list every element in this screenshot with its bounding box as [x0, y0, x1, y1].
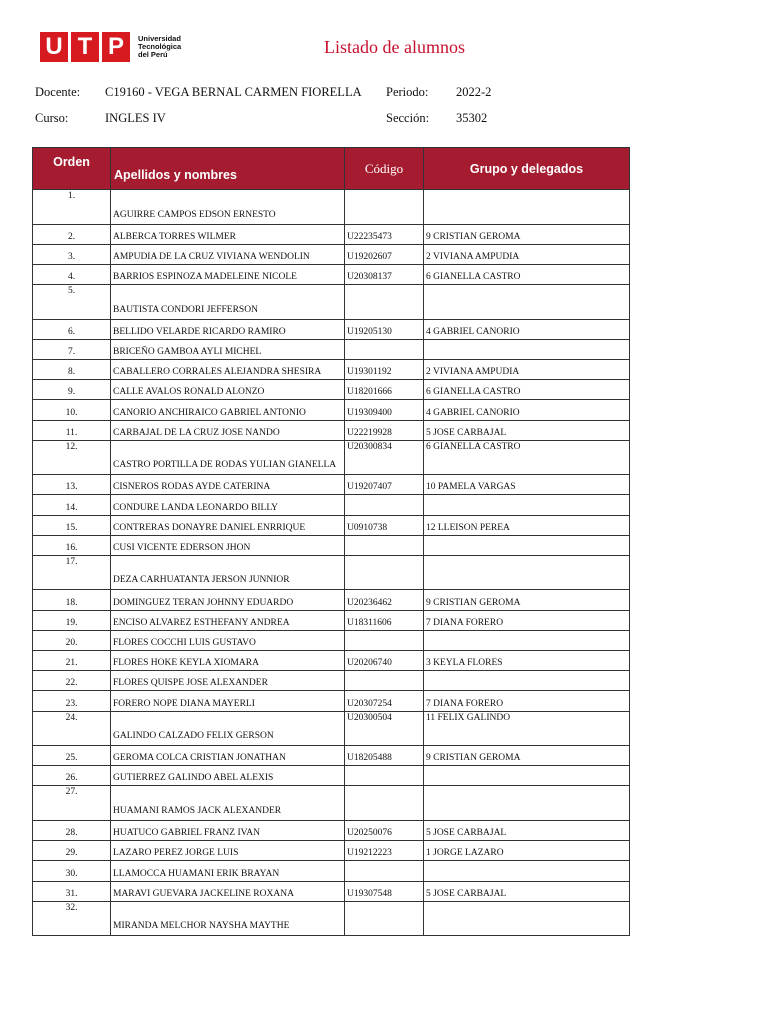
row-grupo	[424, 630, 630, 650]
row-orden: 32.	[33, 901, 111, 936]
periodo-value: 2022-2	[456, 85, 492, 99]
logo-letter-t: T	[71, 32, 99, 62]
row-codigo	[345, 339, 424, 359]
table-row	[33, 651, 630, 671]
row-nombre: BRICEÑO GAMBOA AYLI MICHEL	[111, 339, 345, 359]
curso-label: Curso:	[35, 111, 69, 125]
row-codigo: U18205488	[345, 746, 424, 766]
row-orden: 13.	[33, 475, 111, 495]
row-codigo	[345, 901, 424, 936]
row-orden: 12.	[33, 440, 111, 475]
row-codigo: U20250076	[345, 820, 424, 840]
row-orden: 15.	[33, 515, 111, 535]
row-codigo	[345, 630, 424, 650]
row-orden: 16.	[33, 535, 111, 555]
row-orden: 17.	[33, 555, 111, 590]
row-orden: 1.	[33, 190, 111, 225]
table-row	[33, 285, 630, 320]
row-nombre: CANORIO ANCHIRAICO GABRIEL ANTONIO	[111, 400, 345, 420]
row-orden: 19.	[33, 610, 111, 630]
table-row	[33, 190, 630, 225]
row-orden: 24.	[33, 711, 111, 746]
table-row	[33, 901, 630, 936]
table-row	[33, 841, 630, 861]
row-codigo: U18311606	[345, 610, 424, 630]
logo-wordmark	[138, 35, 181, 59]
table-row	[33, 319, 630, 339]
seccion-value: 35302	[456, 111, 488, 125]
row-grupo	[424, 671, 630, 691]
docente-value: C19160 - VEGA BERNAL CARMEN FIORELLA	[105, 85, 362, 99]
header-apellidos-nombres: Apellidos y nombres	[111, 148, 345, 190]
row-codigo	[345, 766, 424, 786]
row-nombre: CONTRERAS DONAYRE DANIEL ENRRIQUE	[111, 515, 345, 535]
row-orden: 10.	[33, 400, 111, 420]
row-codigo: U20236462	[345, 590, 424, 610]
row-grupo: 7 DIANA FORERO	[424, 610, 630, 630]
row-orden: 14.	[33, 495, 111, 515]
logo-letter-p: P	[102, 32, 130, 62]
row-nombre: DOMINGUEZ TERAN JOHNNY EDUARDO	[111, 590, 345, 610]
row-orden: 9.	[33, 380, 111, 400]
table-row	[33, 224, 630, 244]
row-codigo	[345, 495, 424, 515]
row-codigo: U19301192	[345, 359, 424, 379]
table-row	[33, 691, 630, 711]
row-codigo: U19307548	[345, 881, 424, 901]
row-grupo: 6 GIANELLA CASTRO	[424, 380, 630, 400]
row-codigo: U22219928	[345, 420, 424, 440]
table-row	[33, 495, 630, 515]
row-grupo	[424, 495, 630, 515]
row-orden: 28.	[33, 820, 111, 840]
student-table	[32, 147, 630, 936]
row-nombre: GALINDO CALZADO FELIX GERSON	[111, 711, 345, 746]
row-orden: 6.	[33, 319, 111, 339]
utp-logo	[40, 32, 181, 62]
row-grupo: 6 GIANELLA CASTRO	[424, 264, 630, 284]
row-nombre: MIRANDA MELCHOR NAYSHA MAYTHE	[111, 901, 345, 936]
row-nombre: HUATUCO GABRIEL FRANZ IVAN	[111, 820, 345, 840]
table-body	[33, 190, 630, 936]
row-codigo	[345, 861, 424, 881]
row-codigo: U20308137	[345, 264, 424, 284]
row-grupo: 11 FELIX GALINDO	[424, 711, 630, 746]
row-orden: 18.	[33, 590, 111, 610]
row-nombre: CARBAJAL DE LA CRUZ JOSE NANDO	[111, 420, 345, 440]
row-grupo: 3 KEYLA FLORES	[424, 651, 630, 671]
table-row	[33, 475, 630, 495]
row-grupo: 4 GABRIEL CANORIO	[424, 319, 630, 339]
row-orden: 11.	[33, 420, 111, 440]
row-orden: 8.	[33, 359, 111, 379]
row-codigo	[345, 786, 424, 821]
row-nombre: CABALLERO CORRALES ALEJANDRA SHESIRA	[111, 359, 345, 379]
row-grupo: 4 GABRIEL CANORIO	[424, 400, 630, 420]
row-grupo: 5 JOSE CARBAJAL	[424, 420, 630, 440]
periodo-label: Periodo:	[386, 85, 429, 99]
row-nombre: GUTIERREZ GALINDO ABEL ALEXIS	[111, 766, 345, 786]
docente-label: Docente:	[35, 85, 81, 99]
table-row	[33, 881, 630, 901]
row-codigo: U20300834	[345, 440, 424, 475]
header-grupo-delegados: Grupo y delegados	[424, 148, 630, 190]
row-nombre: BARRIOS ESPINOZA MADELEINE NICOLE	[111, 264, 345, 284]
row-codigo	[345, 555, 424, 590]
row-grupo: 7 DIANA FORERO	[424, 691, 630, 711]
table-row	[33, 359, 630, 379]
row-nombre: HUAMANI RAMOS JACK ALEXANDER	[111, 786, 345, 821]
row-grupo: 1 JORGE LAZARO	[424, 841, 630, 861]
row-grupo	[424, 786, 630, 821]
table-row	[33, 420, 630, 440]
table-row	[33, 861, 630, 881]
curso-value: INGLES IV	[105, 111, 166, 125]
row-nombre: LLAMOCCA HUAMANI ERIK BRAYAN	[111, 861, 345, 881]
row-nombre: ENCISO ALVAREZ ESTHEFANY ANDREA	[111, 610, 345, 630]
logo-letter-u: U	[40, 32, 68, 62]
row-orden: 7.	[33, 339, 111, 359]
table-row	[33, 630, 630, 650]
table-row	[33, 820, 630, 840]
row-nombre: DEZA CARHUATANTA JERSON JUNNIOR	[111, 555, 345, 590]
row-nombre: CUSI VICENTE EDERSON JHON	[111, 535, 345, 555]
row-grupo: 9 CRISTIAN GEROMA	[424, 746, 630, 766]
row-nombre: CASTRO PORTILLA DE RODAS YULIAN GIANELLA	[111, 440, 345, 475]
row-nombre: FLORES QUISPE JOSE ALEXANDER	[111, 671, 345, 691]
row-orden: 30.	[33, 861, 111, 881]
logo-text-line: Tecnológica	[138, 42, 182, 51]
document-title: Listado de alumnos	[324, 37, 465, 57]
table-row	[33, 766, 630, 786]
row-grupo: 2 VIVIANA AMPUDIA	[424, 359, 630, 379]
row-orden: 29.	[33, 841, 111, 861]
row-grupo	[424, 285, 630, 320]
row-codigo	[345, 671, 424, 691]
row-codigo: U19207407	[345, 475, 424, 495]
table-header-row	[33, 148, 630, 190]
row-orden: 27.	[33, 786, 111, 821]
row-orden: 5.	[33, 285, 111, 320]
table-row	[33, 515, 630, 535]
row-orden: 2.	[33, 224, 111, 244]
row-codigo	[345, 190, 424, 225]
row-codigo: U19205130	[345, 319, 424, 339]
row-grupo	[424, 766, 630, 786]
row-nombre: CISNEROS RODAS AYDE CATERINA	[111, 475, 345, 495]
row-grupo: 2 VIVIANA AMPUDIA	[424, 244, 630, 264]
table-row	[33, 264, 630, 284]
row-grupo: 9 CRISTIAN GEROMA	[424, 224, 630, 244]
row-codigo: U19202607	[345, 244, 424, 264]
row-codigo: U19212223	[345, 841, 424, 861]
row-codigo: U19309400	[345, 400, 424, 420]
row-orden: 25.	[33, 746, 111, 766]
row-grupo: 9 CRISTIAN GEROMA	[424, 590, 630, 610]
row-nombre: ALBERCA TORRES WILMER	[111, 224, 345, 244]
row-codigo	[345, 535, 424, 555]
seccion-label: Sección:	[386, 111, 430, 125]
table-row	[33, 786, 630, 821]
table-row	[33, 746, 630, 766]
header-orden: Orden	[33, 148, 111, 190]
row-nombre: FLORES HOKE KEYLA XIOMARA	[111, 651, 345, 671]
row-grupo	[424, 861, 630, 881]
row-grupo: 12 LLEISON PEREA	[424, 515, 630, 535]
row-nombre: MARAVI GUEVARA JACKELINE ROXANA	[111, 881, 345, 901]
table-row	[33, 244, 630, 264]
table-row	[33, 535, 630, 555]
row-codigo	[345, 285, 424, 320]
row-nombre: BELLIDO VELARDE RICARDO RAMIRO	[111, 319, 345, 339]
row-grupo: 10 PAMELA VARGAS	[424, 475, 630, 495]
row-orden: 4.	[33, 264, 111, 284]
row-nombre: AGUIRRE CAMPOS EDSON ERNESTO	[111, 190, 345, 225]
row-orden: 3.	[33, 244, 111, 264]
row-codigo: U20307254	[345, 691, 424, 711]
table-row	[33, 400, 630, 420]
row-nombre: FORERO NOPE DIANA MAYERLI	[111, 691, 345, 711]
row-grupo	[424, 535, 630, 555]
row-codigo: U0910738	[345, 515, 424, 535]
row-orden: 20.	[33, 630, 111, 650]
table-row	[33, 610, 630, 630]
row-grupo	[424, 190, 630, 225]
row-grupo: 5 JOSE CARBAJAL	[424, 881, 630, 901]
row-orden: 26.	[33, 766, 111, 786]
row-nombre: BAUTISTA CONDORI JEFFERSON	[111, 285, 345, 320]
row-grupo: 5 JOSE CARBAJAL	[424, 820, 630, 840]
row-nombre: AMPUDIA DE LA CRUZ VIVIANA WENDOLIN	[111, 244, 345, 264]
table-row	[33, 711, 630, 746]
row-grupo: 6 GIANELLA CASTRO	[424, 440, 630, 475]
table-row	[33, 380, 630, 400]
row-codigo: U20206740	[345, 651, 424, 671]
row-nombre: GEROMA COLCA CRISTIAN JONATHAN	[111, 746, 345, 766]
row-nombre: CALLE AVALOS RONALD ALONZO	[111, 380, 345, 400]
row-grupo	[424, 555, 630, 590]
row-nombre: CONDURE LANDA LEONARDO BILLY	[111, 495, 345, 515]
row-nombre: FLORES COCCHI LUIS GUSTAVO	[111, 630, 345, 650]
row-orden: 22.	[33, 671, 111, 691]
row-orden: 21.	[33, 651, 111, 671]
header-codigo: Código	[345, 148, 424, 190]
row-grupo	[424, 339, 630, 359]
table-row	[33, 590, 630, 610]
row-nombre: LAZARO PEREZ JORGE LUIS	[111, 841, 345, 861]
table-row	[33, 555, 630, 590]
row-orden: 31.	[33, 881, 111, 901]
table-row	[33, 339, 630, 359]
row-codigo: U22235473	[345, 224, 424, 244]
table-row	[33, 440, 630, 475]
logo-text-line: del Perú	[138, 50, 168, 59]
row-codigo: U18201666	[345, 380, 424, 400]
row-grupo	[424, 901, 630, 936]
row-orden: 23.	[33, 691, 111, 711]
table-row	[33, 671, 630, 691]
logo-text-line: Universidad	[138, 34, 181, 43]
row-codigo: U20300504	[345, 711, 424, 746]
